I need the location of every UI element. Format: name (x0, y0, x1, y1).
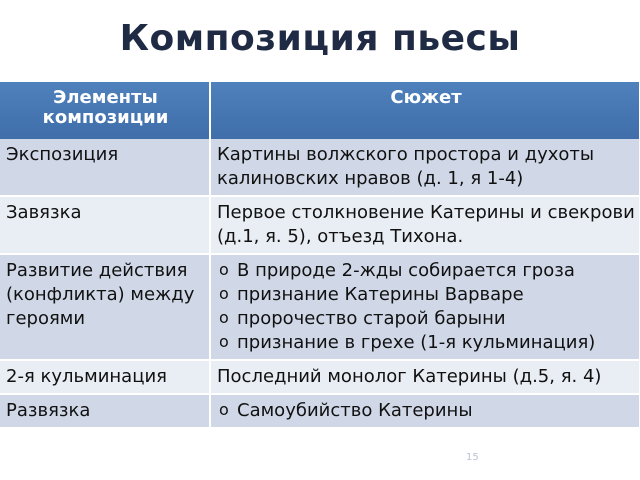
cell-plot (210, 254, 640, 360)
bullet-list (217, 399, 635, 423)
slide-title: Композиция пьесы (119, 18, 521, 59)
table-row (0, 360, 640, 394)
table-header-row (0, 82, 640, 139)
cell-element: Развязка (0, 394, 210, 428)
table-row (0, 254, 640, 360)
cell-element: 2-я кульминация (0, 360, 210, 394)
cell-plot (210, 394, 640, 428)
list-item: o Самоубийство Катерины (217, 399, 635, 423)
cell-element: Развитие действия (конфликта) между героями (0, 254, 210, 360)
list-item: o признание Катерины Варваре (217, 283, 635, 307)
composition-table (0, 82, 640, 429)
header-plot: Сюжет (210, 82, 640, 139)
header-elements: Элементы композиции (0, 82, 210, 139)
table-row (0, 196, 640, 254)
cell-element: Завязка (0, 196, 210, 254)
table-row (0, 394, 640, 428)
bullet-list (217, 259, 635, 355)
cell-plot: Картины волжского простора и духоты калиновских нравов (д. 1, я 1-4) (210, 139, 640, 196)
list-item: o признание в грехе (1-я кульминация) (217, 331, 635, 355)
list-item: o В природе 2-жды собирается гроза (217, 259, 635, 283)
cell-plot: Последний монолог Катерины (д.5, я. 4) (210, 360, 640, 394)
table-row (0, 139, 640, 196)
slide-number: 15 (466, 452, 479, 463)
list-item: o пророчество старой барыни (217, 307, 635, 331)
cell-element: Экспозиция (0, 139, 210, 196)
cell-plot: Первое столкновение Катерины и свекрови (д.1, я. 5), отъезд Тихона. (210, 196, 640, 254)
